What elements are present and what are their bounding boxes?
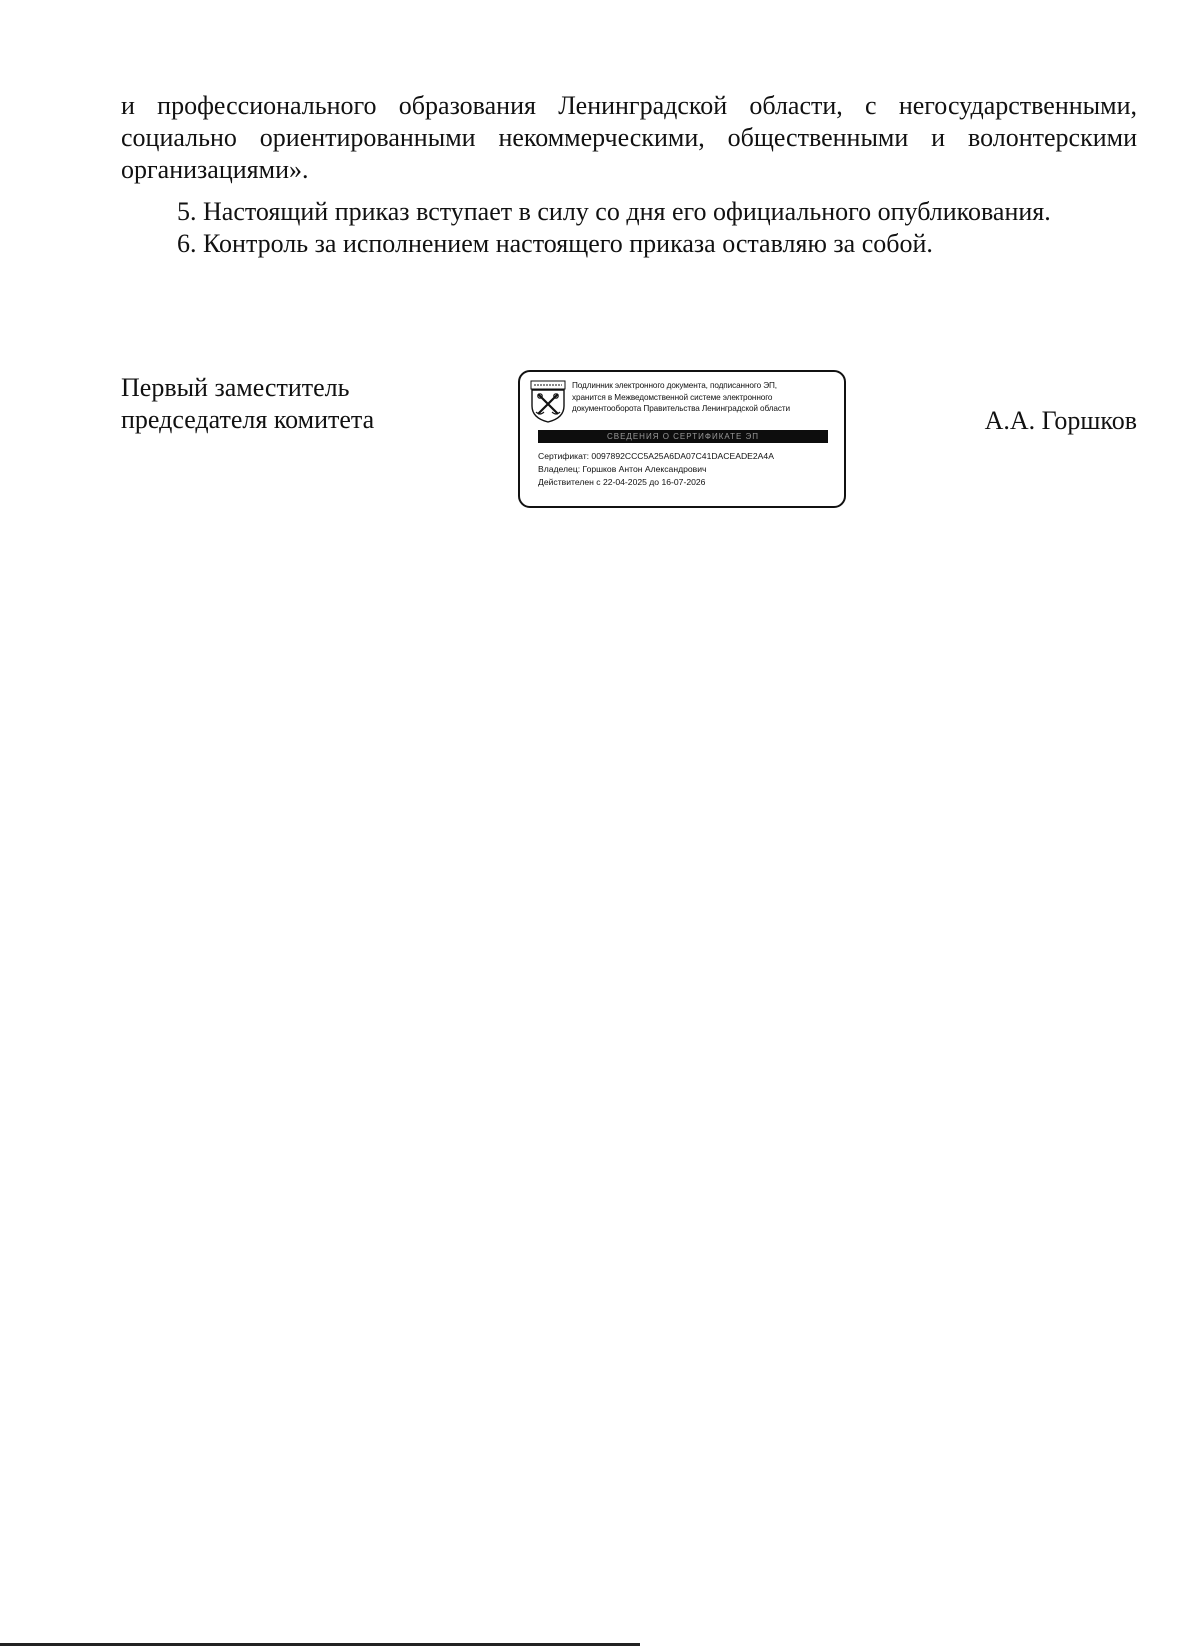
electronic-signature-stamp (518, 370, 846, 508)
stamp-header (572, 380, 842, 415)
signatory-position-line-1: Первый заместитель (121, 373, 350, 402)
signatory-name: А.А. Горшков (984, 406, 1137, 435)
paragraph-item-6: 6. Контроль за исполнением настоящего приказа оставляю за собой. (177, 229, 933, 258)
stamp-certificate-number: Сертификат: 0097892CCC5A25A6DA07C41DACEADE2A4A (538, 451, 774, 461)
stamp-header-line-3: документооборота Правительства Ленинградской области (572, 404, 790, 413)
signatory-position-line-2: председателя комитета (121, 405, 375, 434)
stamp-certificate-bar: СВЕДЕНИЯ О СЕРТИФИКАТЕ ЭП (538, 430, 828, 443)
paragraph-continuation: и профессионального образования Ленинградской области, с негосударственными, социально ориентированными некоммерческими, общественными и волонтерскими организациями». (121, 91, 1137, 184)
stamp-header-line-1: Подлинник электронного документа, подписанного ЭП, (572, 381, 777, 390)
signatory-position (121, 372, 374, 436)
stamp-validity: Действителен с 22-04-2025 до 16-07-2026 (538, 477, 706, 487)
stamp-certificate-info (538, 450, 838, 489)
coat-of-arms-icon (530, 380, 566, 424)
stamp-owner: Владелец: Горшков Антон Александрович (538, 464, 707, 474)
stamp-header-line-2: хранится в Межведомственной системе электронного (572, 392, 773, 402)
paragraph-item-5: 5. Настоящий приказ вступает в силу со дня его официального опубликования. (177, 197, 1051, 226)
document-body (121, 90, 1137, 260)
scan-edge-line (0, 1643, 640, 1646)
